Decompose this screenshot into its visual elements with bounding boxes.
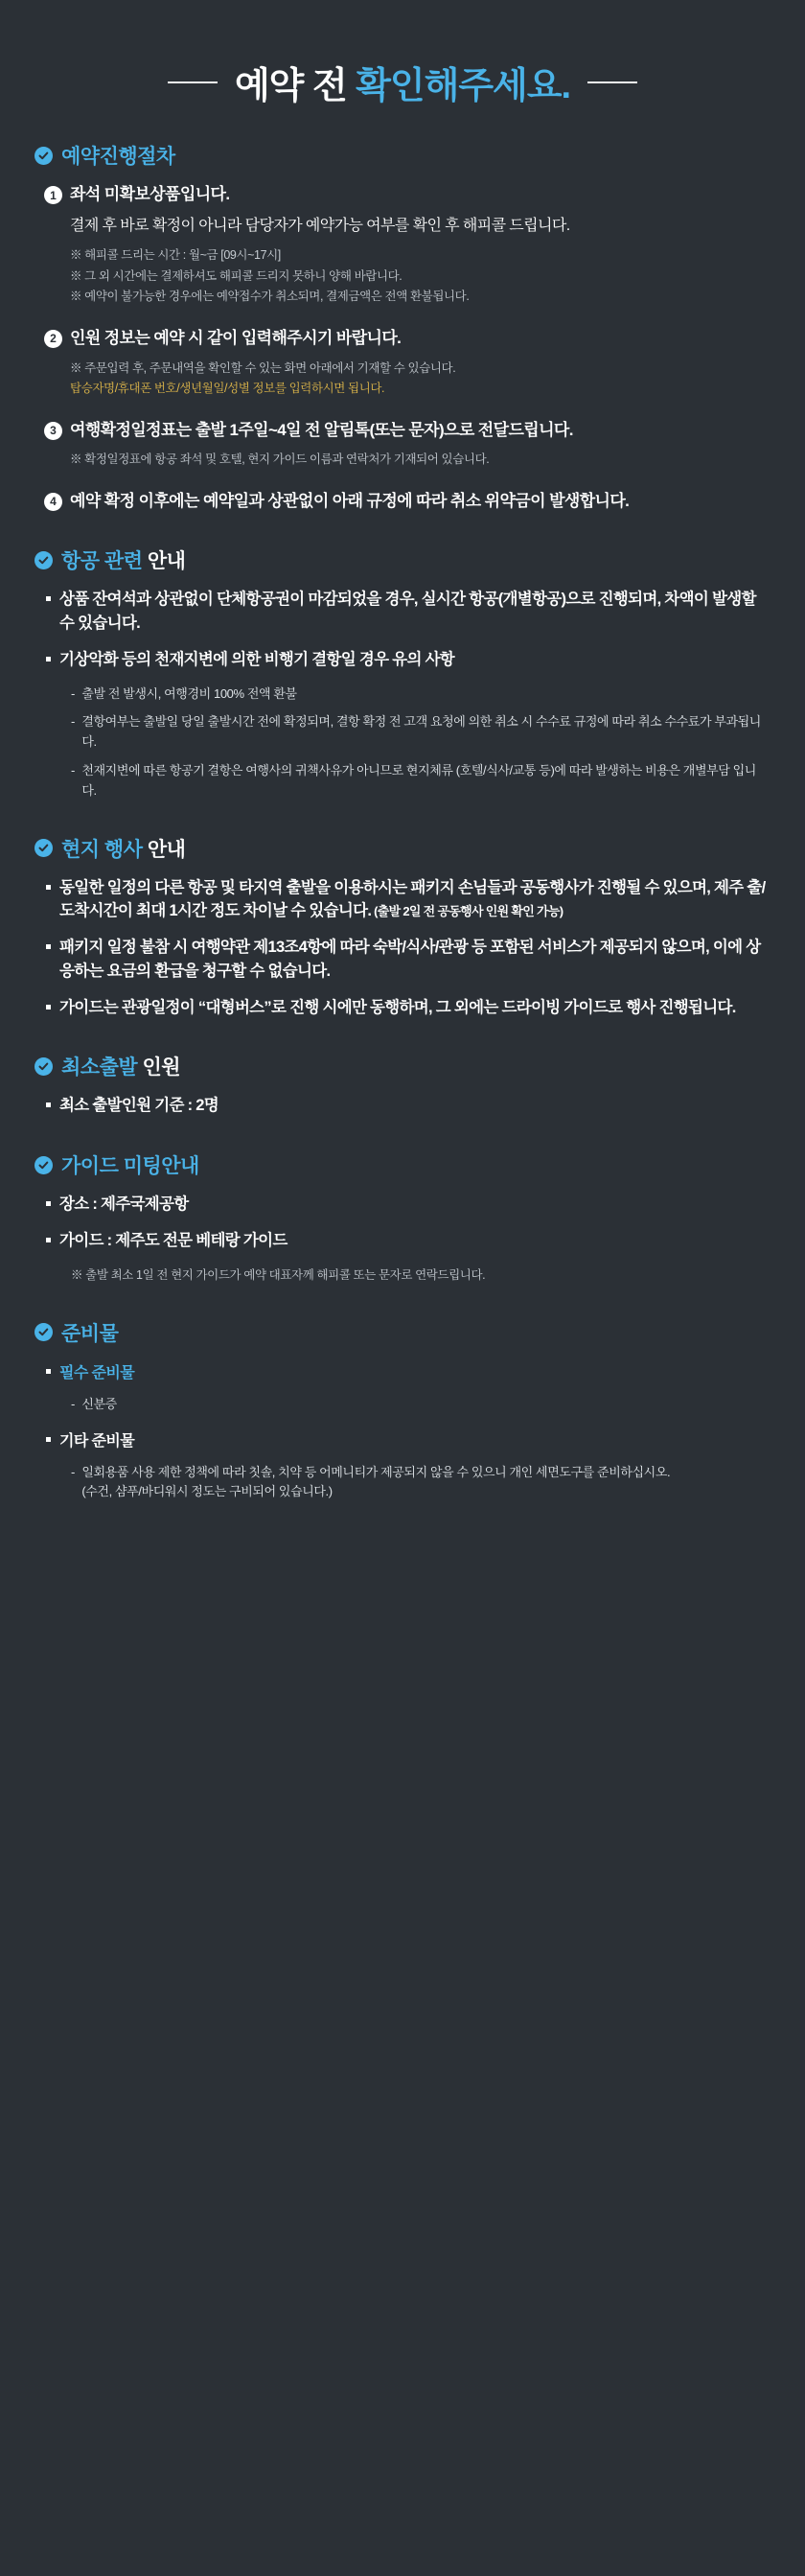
procedure-item-2 [34,327,770,400]
flight-sub-3-text: 천재지변에 따른 항공기 결항은 여행사의 귀책사유가 아니므로 현지체류 (호텔/식사/교통 등)에 따라 발생하는 비용은 개별부담 입니다. [81,763,756,798]
prepare-groups [34,1360,770,1502]
procedure-item-1-note-3: ※ 예약이 불가능한 경우에는 예약접수가 취소되며, 결제금액은 전액 환불됩니다. [70,290,470,304]
procedure-item-1-note-2: ※ 그 외 시간에는 결제하셔도 해피콜 드리지 못하니 양해 바랍니다. [70,268,402,283]
prepare-group-1-title: 필수 준비물 [59,1364,135,1381]
dash-bullet-icon: - [71,1396,76,1411]
procedure-item-2-highlight: 탑승자명/휴대폰 번호/생년월일/성별 정보를 입력하시면 됩니다. [70,382,385,396]
section-flight-title: 항공 관련 안내 [61,550,186,573]
square-bullet-icon [46,596,51,601]
page-header [0,0,805,141]
square-bullet-icon [46,1005,51,1010]
section-local-event-header [34,834,770,863]
section-guide-meeting [34,1150,770,1286]
square-bullet-icon [46,1437,51,1442]
section-minimum-header [34,1052,770,1080]
square-bullet-icon [46,1201,51,1206]
local-bullet-3 [46,996,770,1020]
meeting-bullet-2-text: 가이드 : 제주도 전문 베테랑 가이드 [59,1231,288,1249]
dash-bullet-icon: - [71,714,76,730]
procedure-item-1 [34,183,770,308]
check-circle-icon [34,1323,53,1341]
dash-bullet-icon: - [71,685,76,701]
local-bullet-1 [46,876,770,924]
procedure-item-4 [34,490,770,514]
minimum-bullet-1-text: 최소 출발인원 기준 : 2명 [59,1097,218,1115]
section-minimum [34,1052,770,1118]
procedure-item-2-title: 인원 정보는 예약 시 같이 입력해주시기 바랍니다. [70,328,402,347]
flight-sub-1 [71,685,770,705]
square-bullet-icon [46,1369,51,1374]
square-bullet-icon [46,657,51,661]
procedure-item-1-note-1: ※ 해피콜 드리는 시간 : 월~금 [09시~17시] [70,248,281,263]
procedure-item-3-title: 여행확정일정표는 출발 1주일~4일 전 알림톡(또는 문자)으로 전달드립니다. [70,420,573,439]
local-bullet-2 [46,936,770,984]
square-bullet-icon [46,1238,51,1242]
check-circle-icon [34,551,53,569]
check-circle-icon [34,1057,53,1076]
section-procedure [34,141,770,513]
content-area [0,141,805,1502]
flight-bullets [34,588,770,801]
local-bullet-3-text: 가이드는 관광일정이 “대형버스”로 진행 시에만 동행하며, 그 외에는 드라이빙 가이드로 행사 진행됩니다. [59,998,736,1016]
check-circle-icon [34,839,53,857]
step-number-3: 3 [44,422,62,440]
page-title [235,56,570,108]
page-title-accent: 확인해주세요. [356,66,571,106]
minimum-bullet-1 [46,1094,770,1118]
section-local-event-title: 현지 행사 안내 [61,838,186,861]
local-bullets [34,876,770,1020]
flight-sub-list [71,685,770,801]
prepare-group-1-item-1 [71,1395,770,1415]
section-prepare [34,1318,770,1502]
procedure-item-1-body: 결제 후 바로 확정이 아니라 담당자가 예약가능 여부를 확인 후 해피콜 드립니다. [70,217,570,234]
meeting-bullet-1 [46,1193,770,1217]
square-bullet-icon [46,885,51,890]
prepare-group-2-title: 기타 준비물 [59,1432,135,1450]
prepare-group-1-items [71,1395,770,1415]
header-rule-left [168,81,218,83]
local-bullet-1-text: 동일한 일정의 다른 항공 및 타지역 출발을 이용하시는 패키지 손님들과 공동행사가 진행될 수 있으며, 제주 출/도착시간이 최대 1시간 정도 차이날 수 있습니다. (출발 2일 전 공동행사 인원 확인 가능) [59,878,766,920]
square-bullet-icon [46,944,51,949]
procedure-item-1-title: 좌석 미확보상품입니다. [70,185,230,203]
section-guide-meeting-header [34,1150,770,1179]
section-prepare-title: 준비물 [61,1322,119,1345]
prepare-group-2-head [46,1428,770,1450]
prepare-group-1-head [46,1360,770,1382]
meeting-note: ※ 출발 최소 1일 전 현지 가이드가 예약 대표자께 해피콜 또는 문자로 연락드립니다. [71,1267,486,1282]
flight-sub-2 [71,712,770,753]
header-rule-right [587,81,637,83]
section-flight [34,545,770,801]
procedure-item-4-title: 예약 확정 이후에는 예약일과 상관없이 아래 규정에 따라 취소 위약금이 발생합니다. [70,491,630,510]
prepare-group-2-item-1-text: 일회용품 사용 제한 정책에 따라 칫솔, 치약 등 어메니티가 제공되지 않을 수 있으니 개인 세면도구를 준비하십시오. (수건, 샴푸/바디워시 정도는 구비되어 있습니다.) [81,1464,671,1499]
minimum-bullets [34,1094,770,1118]
flight-bullet-1-text: 상품 잔여석과 상관없이 단체항공권이 마감되었을 경우, 실시간 항공(개별항공)으로 진행되며, 차액이 발생할 수 있습니다. [59,591,756,633]
flight-bullet-2 [46,648,770,672]
procedure-item-3-note-1: ※ 확정일정표에 항공 좌석 및 호텔, 현지 가이드 이름과 연락처가 기재되어 있습니다. [70,453,490,467]
check-circle-icon [34,1156,53,1174]
step-number-2: 2 [44,330,62,348]
meeting-bullet-1-text: 장소 : 제주국제공항 [59,1195,189,1214]
square-bullet-icon [46,1102,51,1107]
page-title-plain: 예약 전 [234,66,356,106]
flight-bullet-1 [46,588,770,636]
prepare-group-2-item-1 [71,1463,770,1503]
flight-bullet-2-text: 기상악화 등의 천재지변에 의한 비행기 결항일 경우 유의 사항 [59,650,455,668]
section-procedure-title: 예약진행절차 [61,146,175,168]
flight-sub-3 [71,761,770,801]
step-number-1: 1 [44,186,62,204]
prepare-group-2-items [71,1463,770,1503]
check-circle-icon [34,147,53,165]
procedure-item-3 [34,419,770,471]
dash-bullet-icon: - [71,763,76,777]
section-guide-meeting-title: 가이드 미팅안내 [61,1155,199,1178]
local-bullet-2-text: 패키지 일정 불참 시 여행약관 제13조4항에 따라 숙박/식사/관광 등 포함된 서비스가 제공되지 않으며, 이에 상응하는 요금의 환급을 청구할 수 없습니다. [59,939,761,980]
section-procedure-header [34,141,770,170]
meeting-bullet-2 [46,1229,770,1253]
section-flight-header [34,545,770,574]
section-minimum-title: 최소출발 인원 [61,1056,181,1079]
step-number-4: 4 [44,493,62,511]
flight-sub-2-text: 결항여부는 출발일 당일 출발시간 전에 확정되며, 결항 확정 전 고객 요청에 의한 취소 시 수수료 규정에 따라 취소 수수료가 부과됩니다. [81,714,761,750]
prepare-group-1-item-1-text: 신분증 [81,1396,117,1411]
procedure-item-2-note-1: ※ 주문입력 후, 주문내역을 확인할 수 있는 화면 아래에서 기재할 수 있습니다. [70,360,456,375]
dash-bullet-icon: - [71,1464,76,1479]
flight-sub-1-text: 출발 전 발생시, 여행경비 100% 전액 환불 [81,685,297,701]
section-local-event [34,834,770,1020]
section-prepare-header [34,1318,770,1347]
meeting-bullets [34,1193,770,1286]
